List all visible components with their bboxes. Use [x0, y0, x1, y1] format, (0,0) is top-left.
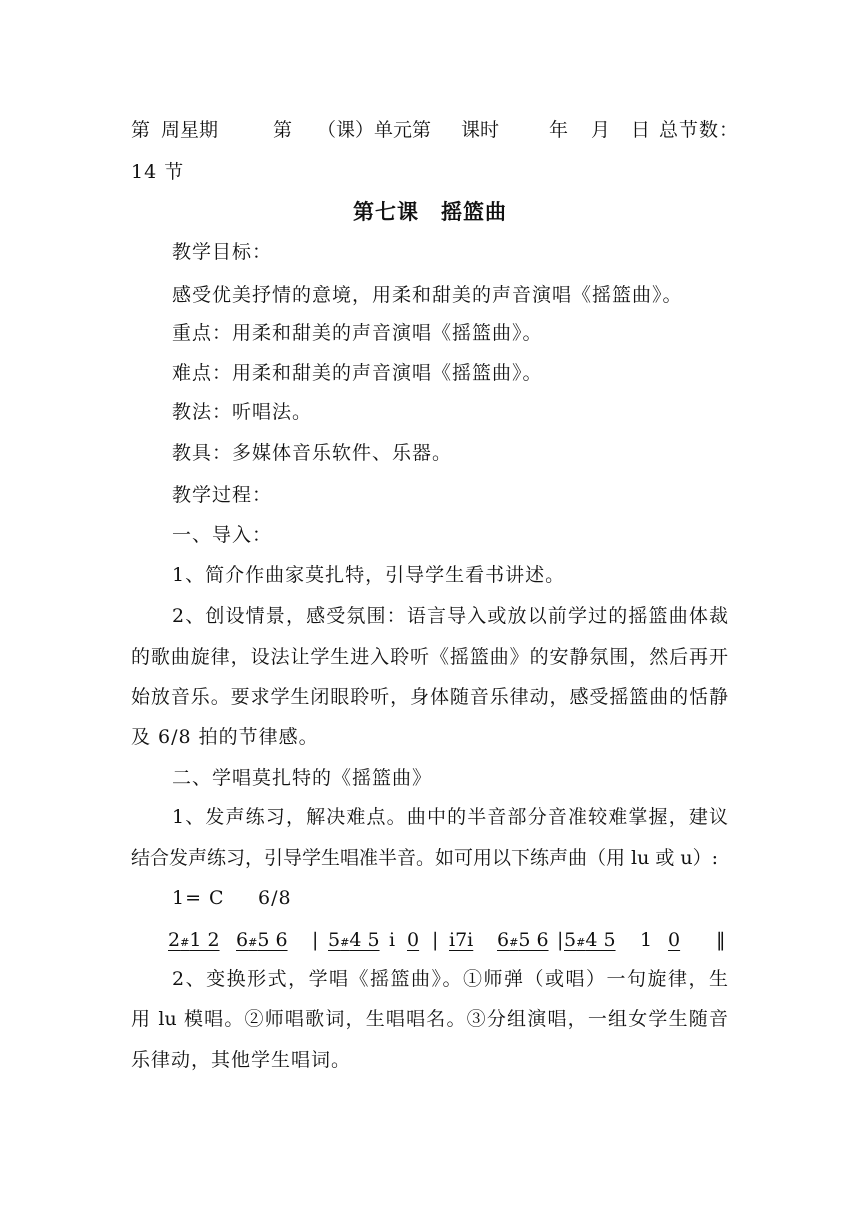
end-bar-line: ‖ — [716, 929, 726, 951]
note-group-1: 2#1 2 — [168, 929, 220, 951]
note-i: i — [389, 929, 396, 951]
note-rest-2: 0 — [668, 929, 681, 951]
header-week-day: 周星期 — [161, 119, 219, 141]
intro-item-1: 1、简介作曲家莫扎特，引导学生看书讲述。 — [172, 564, 566, 586]
key-signature: 1= C — [172, 887, 225, 909]
process-label: 教学过程： — [172, 484, 273, 506]
note-group-5: 6#5 6 — [497, 929, 549, 951]
teaching-tools: 教具：多媒体音乐软件、乐器。 — [172, 442, 453, 464]
header-period: 课时 — [461, 119, 500, 141]
intro-item-2-line-2: 的歌曲旋律，设法让学生进入聆听《摇篮曲》的安静氛围，然后再开 — [131, 646, 728, 668]
intro-item-2-line-4: 及 6/8 拍的节律感。 — [131, 726, 319, 748]
note-group-6: 5#4 5 — [564, 929, 616, 951]
header-total-label: 总节数： — [659, 119, 740, 141]
page-title: 第七课 摇篮曲 — [353, 200, 507, 224]
bar-line-1: | — [312, 929, 319, 951]
section-intro-heading: 一、导入： — [172, 524, 273, 546]
learn-item-2-line-1: 2、变换形式，学唱《摇篮曲》。①师弹（或唱）一句旋律，生 — [172, 968, 728, 990]
header-day: 日 — [631, 119, 651, 141]
note-rest-1: 0 — [407, 929, 420, 951]
teaching-method: 教法：听唱法。 — [172, 401, 313, 423]
intro-item-2-line-1: 2、创设情景，感受氛围：语言导入或放以前学过的摇篮曲体裁 — [172, 605, 728, 627]
header-total-value: 14 节 — [131, 161, 185, 183]
learn-item-2-line-3: 乐律动，其他学生唱词。 — [131, 1049, 352, 1071]
header-lesson-prefix: 第 — [273, 119, 293, 141]
note-group-4: i7i — [449, 929, 474, 951]
difficulty: 难点：用柔和甜美的声音演唱《摇篮曲》。 — [172, 362, 543, 384]
header-unit: （课）单元第 — [317, 119, 432, 141]
header-year: 年 — [549, 119, 569, 141]
header-week: 第 — [131, 119, 151, 141]
time-signature: 6/8 — [258, 887, 292, 909]
header-month: 月 — [591, 119, 611, 141]
note-1: 1 — [640, 929, 653, 951]
intro-item-2-line-3: 始放音乐。要求学生闭眼聆听，身体随音乐律动，感受摇篮曲的恬静 — [131, 686, 728, 708]
objectives-text: 感受优美抒情的意境，用柔和甜美的声音演唱《摇篮曲》。 — [172, 284, 683, 306]
jianpu-notation — [0, 925, 860, 955]
objectives-label: 教学目标： — [172, 241, 273, 263]
bar-line-3: | — [557, 929, 564, 951]
section-learn-heading: 二、学唱莫扎特的《摇篮曲》 — [172, 767, 433, 789]
key-point: 重点：用柔和甜美的声音演唱《摇篮曲》。 — [172, 322, 543, 344]
note-group-3: 5#4 5 — [328, 929, 380, 951]
note-group-2: 6#5 6 — [236, 929, 288, 951]
learn-item-1-line-2: 结合发声练习，引导学生唱准半音。如可用以下练声曲（用 lu 或 u）: — [131, 847, 719, 869]
bar-line-2: | — [432, 929, 439, 951]
learn-item-1-line-1: 1、发声练习，解决难点。曲中的半音部分音准较难掌握，建议 — [172, 806, 728, 828]
learn-item-2-line-2: 用 lu 模唱。②师唱歌词，生唱唱名。③分组演唱，一组女学生随音 — [131, 1008, 728, 1030]
